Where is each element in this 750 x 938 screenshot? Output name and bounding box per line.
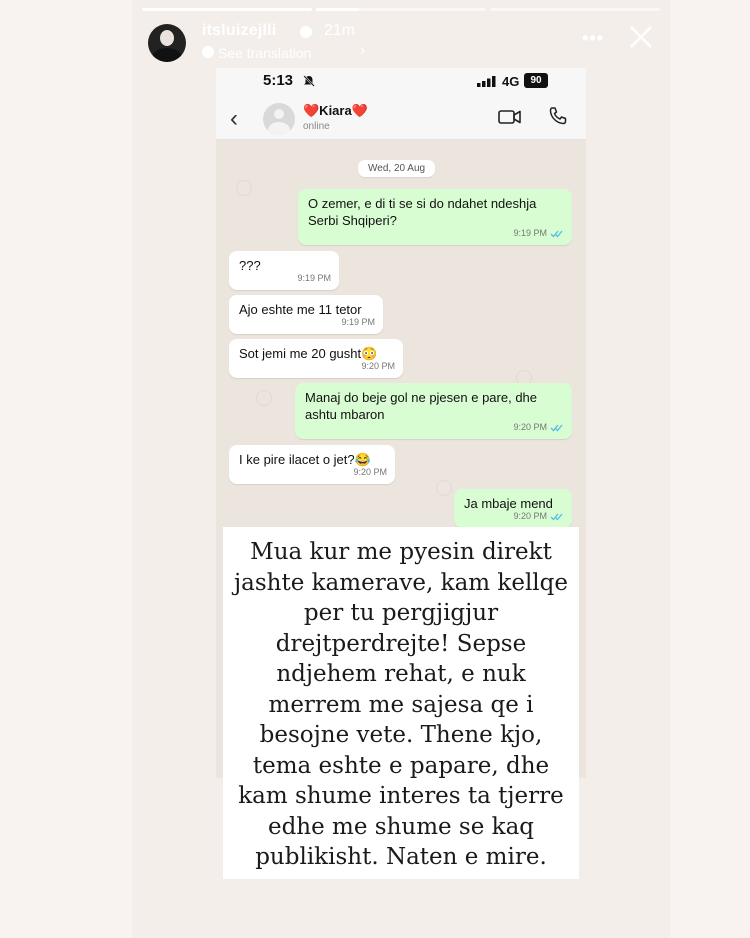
story-text-card xyxy=(223,527,579,879)
message-bubble xyxy=(229,251,339,290)
message-text: Ajo eshte me 11 tetor xyxy=(239,302,362,317)
message-text: ??? xyxy=(239,258,261,273)
message-time: 9:20 PM xyxy=(513,422,547,432)
story-header xyxy=(148,18,656,68)
message-bubble xyxy=(229,445,395,484)
message-text: I ke pire ilacet o jet?😂 xyxy=(239,452,371,467)
story-time: 21m xyxy=(324,22,356,39)
message-time: 9:20 PM xyxy=(353,467,387,477)
close-icon[interactable] xyxy=(626,22,656,52)
message-text: Sot jemi me 20 gusht😳 xyxy=(239,346,378,361)
contact-avatar[interactable] xyxy=(263,103,295,135)
read-tick-icon xyxy=(550,512,564,521)
message-bubble xyxy=(229,295,383,334)
story-viewer[interactable] xyxy=(132,0,670,938)
chevron-right-icon: › xyxy=(360,42,366,59)
message-time: 9:20 PM xyxy=(513,511,547,521)
date-chip: Wed, 20 Aug xyxy=(358,160,435,177)
phone-status-bar xyxy=(216,68,586,96)
contact-status: online xyxy=(303,121,330,132)
progress-segment xyxy=(490,8,660,11)
battery-icon: 90 xyxy=(524,73,548,88)
message-text: O zemer, e di ti se si do ndahet ndeshja Serbi Shqiperi? xyxy=(308,196,537,228)
backdrop-left xyxy=(0,0,132,938)
backdrop-right xyxy=(670,0,750,938)
message-bubble xyxy=(229,339,403,378)
username[interactable]: itsluizejlli xyxy=(202,22,277,39)
bell-muted-icon xyxy=(302,74,316,88)
see-translation-link[interactable]: See translation xyxy=(218,45,312,61)
voice-call-icon[interactable] xyxy=(548,106,568,126)
message-time: 9:19 PM xyxy=(297,273,331,283)
more-icon[interactable]: ••• xyxy=(582,28,604,48)
message-bubble xyxy=(454,489,572,528)
progress-segment xyxy=(142,8,312,11)
read-tick-icon xyxy=(550,423,564,432)
message-text: Manaj do beje gol ne pjesen e pare, dhe ashtu mbaron xyxy=(305,390,538,422)
progress-segment xyxy=(316,8,486,11)
back-icon[interactable]: ‹ xyxy=(230,105,238,132)
avatar[interactable] xyxy=(148,24,186,62)
message-text: Ja mbaje mend xyxy=(464,496,553,511)
chat-header xyxy=(216,96,586,140)
network-type: 4G xyxy=(502,74,520,89)
contact-name[interactable]: ❤️Kiara❤️ xyxy=(303,103,368,118)
message-time: 9:20 PM xyxy=(361,361,395,371)
signal-icon xyxy=(477,76,497,87)
video-call-icon[interactable] xyxy=(498,109,522,125)
story-progress xyxy=(142,8,660,11)
story-caption: Mua kur me pyesin direkt jashte kamerave, kam kellqe per tu pergjigjur drejtperdrejte! Sepse ndjehem rehat, e nuk merrem me sajesa qe i besojne vete. Thene kjo, tema eshte e papare, dhe kam shume interes ta tjerre edhe me shume se kaq publikisht. Naten e mire. xyxy=(234,539,568,870)
translate-icon xyxy=(202,46,214,58)
message-bubble xyxy=(298,189,572,245)
status-time: 5:13 xyxy=(263,72,294,89)
verified-icon xyxy=(300,26,312,38)
message-time: 9:19 PM xyxy=(341,317,375,327)
message-time: 9:19 PM xyxy=(513,228,547,238)
message-bubble xyxy=(295,383,572,439)
read-tick-icon xyxy=(550,229,564,238)
